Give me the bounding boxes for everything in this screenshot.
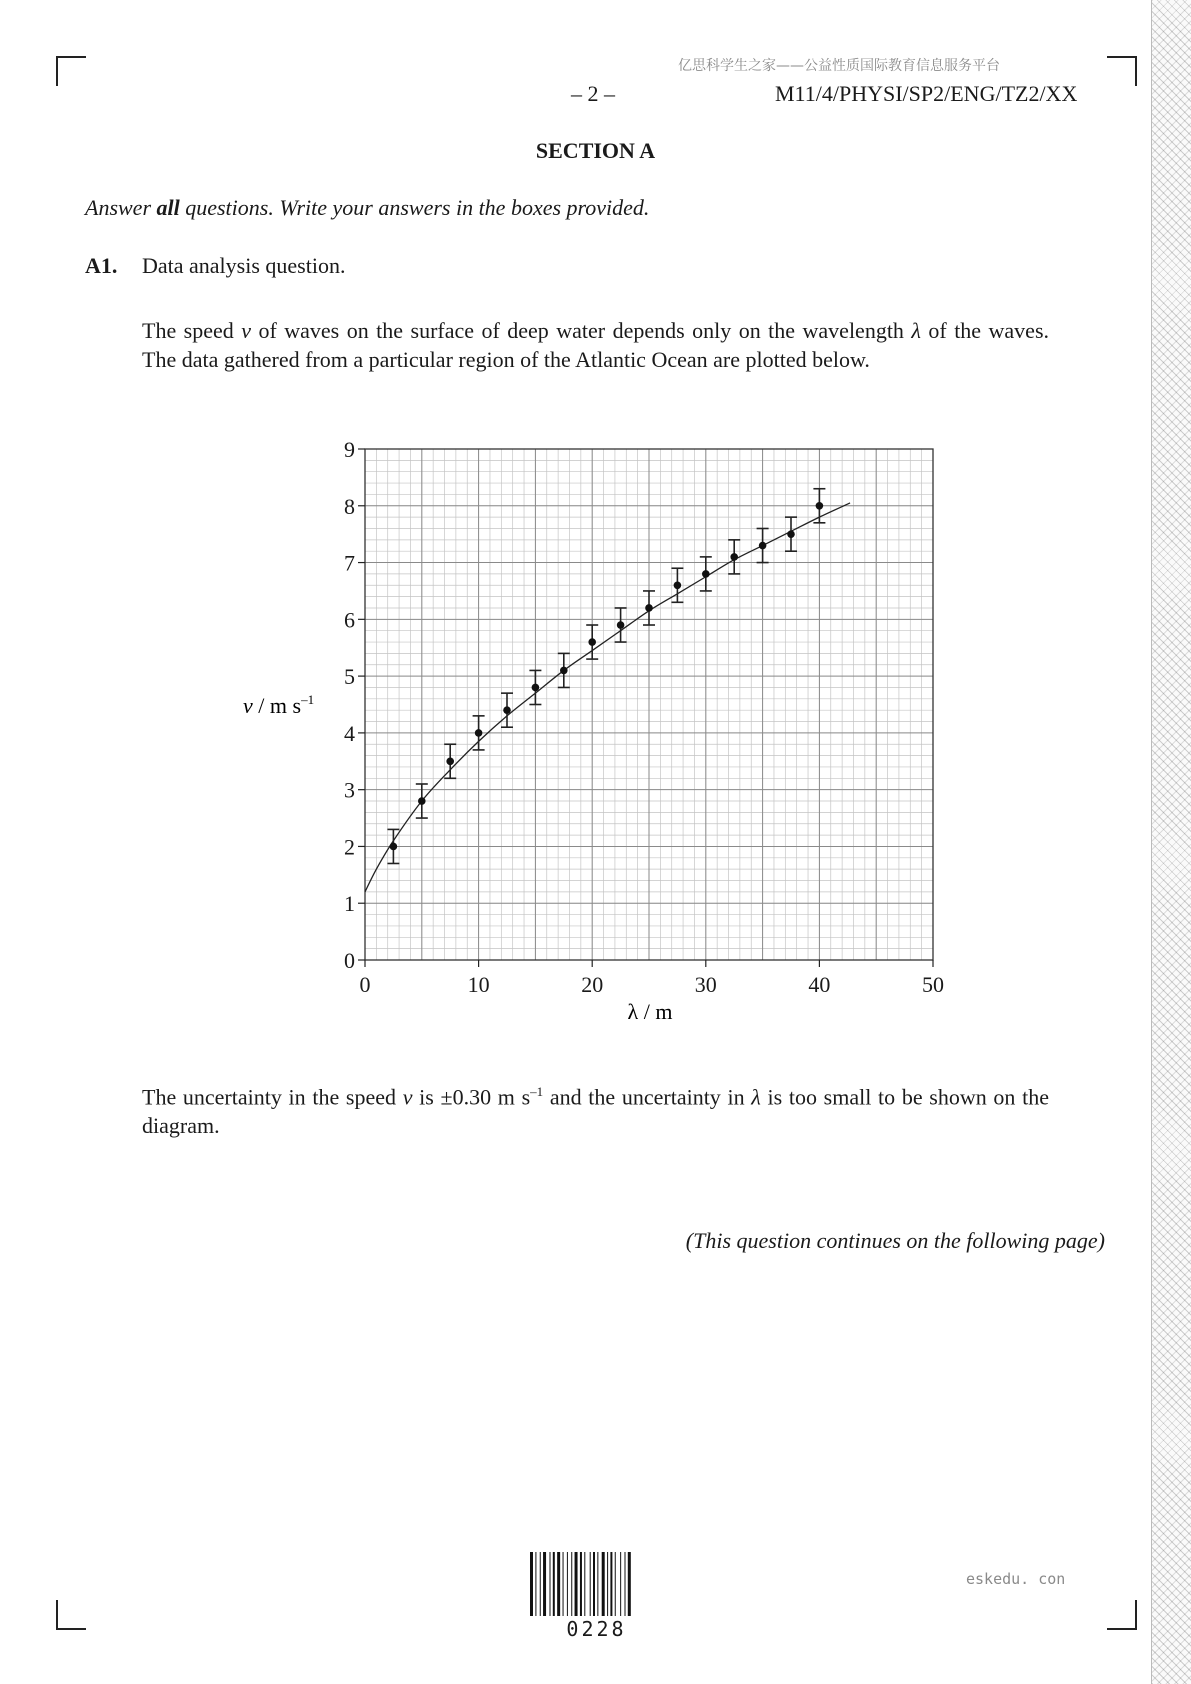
- question-title: Data analysis question.: [142, 253, 346, 278]
- data-point-group: [615, 608, 627, 642]
- uncertainty-text-d: is too small to be shown on the diagram.: [142, 1084, 1049, 1139]
- data-point: [418, 797, 426, 805]
- x-tick-label: 10: [467, 972, 490, 997]
- barcode-bar: [535, 1552, 536, 1616]
- y-tick-label: 4: [344, 720, 355, 746]
- uncertainty-text-c: and the uncertainty in: [543, 1084, 752, 1110]
- uncertainty-text-a: The uncertainty in the speed: [142, 1084, 403, 1110]
- intro-text-a: The speed: [142, 318, 242, 343]
- uncertainty-unit-sup: –1: [530, 1084, 544, 1099]
- tick-labels: [344, 437, 944, 997]
- y-tick-label: 6: [344, 607, 355, 633]
- x-tick-label: 0: [359, 972, 371, 997]
- barcode-bar: [584, 1552, 585, 1616]
- page-edge-strip: [1151, 0, 1191, 1684]
- question-intro-paragraph: [142, 316, 1049, 374]
- y-tick-label: 9: [344, 437, 355, 462]
- crop-mark-bottom-left: [56, 1600, 86, 1630]
- best-fit-curve-group: [365, 503, 850, 892]
- barcode-bar: [615, 1552, 616, 1616]
- y-axis-label-symbol: v: [243, 693, 253, 718]
- data-point: [588, 638, 596, 646]
- paper-code: M11/4/PHYSI/SP2/ENG/TZ2/XX: [775, 81, 1078, 106]
- barcode-number: 0228: [566, 1617, 627, 1641]
- symbol-lambda-2: λ: [751, 1084, 761, 1110]
- x-axis-label: λ / m: [627, 999, 673, 1024]
- data-point-group: [444, 744, 456, 778]
- barcode-bar: [620, 1552, 621, 1616]
- barcode-bar: [571, 1552, 572, 1616]
- intro-text-b: of waves on the surface of deep water depends only on the wavelength: [251, 318, 912, 343]
- barcode-bar: [593, 1552, 595, 1616]
- footer-watermark: eskedu. con: [966, 1570, 1066, 1588]
- crop-mark-top-left: [56, 56, 86, 86]
- barcode: [530, 1552, 663, 1618]
- barcode-bar: [590, 1552, 591, 1616]
- y-tick-label: 2: [344, 834, 355, 860]
- data-point: [816, 502, 824, 510]
- data-point: [390, 843, 398, 851]
- y-tick-label: 0: [344, 948, 355, 973]
- instructions-text-2: questions. Write your answers in the boxes provided.: [179, 195, 650, 220]
- crop-mark-bottom-right: [1107, 1600, 1137, 1630]
- y-axis-label-unit: / m s: [252, 693, 302, 718]
- data-point: [787, 530, 795, 538]
- y-tick-label: 8: [344, 493, 355, 519]
- x-tick-label: 20: [581, 972, 604, 997]
- data-point: [730, 553, 738, 561]
- barcode-bar: [567, 1552, 568, 1616]
- uncertainty-paragraph: [142, 1077, 1049, 1140]
- instructions: [85, 195, 649, 221]
- data-point: [645, 604, 653, 612]
- y-tick-label: 1: [344, 891, 355, 917]
- y-tick-label: 7: [344, 550, 355, 576]
- y-tick-label: 3: [344, 777, 355, 803]
- data-point: [617, 621, 625, 629]
- x-tick-label: 40: [808, 972, 831, 997]
- barcode-bar: [553, 1552, 555, 1616]
- barcode-bar: [540, 1552, 541, 1616]
- x-tick-label: 30: [694, 972, 717, 997]
- barcode-bar: [610, 1552, 612, 1616]
- data-point-group: [558, 653, 570, 687]
- section-title: SECTION A: [535, 138, 656, 163]
- page-number: – 2 –: [571, 81, 615, 106]
- intro-text-c: of the waves. The data gathered from a particular region of the Atlantic Ocean are plotted below.: [142, 318, 1050, 372]
- barcode-bar: [563, 1552, 564, 1616]
- symbol-v-2: v: [402, 1084, 413, 1110]
- barcode-bar: [628, 1552, 631, 1616]
- data-point: [503, 706, 511, 714]
- data-point-group: [757, 528, 769, 562]
- y-axis-label: [243, 692, 314, 718]
- data-point: [759, 542, 767, 550]
- data-point: [532, 684, 540, 692]
- barcode-bar: [530, 1552, 533, 1616]
- data-point: [560, 667, 568, 675]
- instructions-text-1: Answer: [85, 195, 157, 220]
- x-tick-label: 50: [922, 972, 944, 997]
- symbol-lambda: λ: [911, 318, 921, 343]
- barcode-bar: [625, 1552, 626, 1616]
- barcode-bar: [597, 1552, 598, 1616]
- question-number: A1.: [85, 253, 118, 278]
- data-point: [674, 581, 682, 589]
- barcode-bar: [602, 1552, 605, 1616]
- continue-note: (This question continues on the following page): [685, 1228, 1105, 1253]
- symbol-v: v: [241, 318, 251, 343]
- barcode-bar: [550, 1552, 551, 1616]
- speed-wavelength-graph: [225, 430, 960, 1035]
- data-point: [702, 570, 710, 578]
- header-watermark: 亿思科学生之家——公益性质国际教育信息服务平台: [678, 58, 1000, 74]
- data-point: [446, 757, 454, 765]
- barcode-bar: [543, 1552, 546, 1616]
- barcode-bar: [575, 1552, 578, 1616]
- data-point: [475, 729, 483, 737]
- uncertainty-text-b: is ±0.30 m s: [412, 1084, 531, 1110]
- major-grid: [365, 449, 933, 960]
- instructions-bold: all: [156, 195, 180, 220]
- y-axis-label-sup: –1: [301, 692, 315, 707]
- barcode-bar: [557, 1552, 560, 1616]
- barcode-bar: [580, 1552, 582, 1616]
- data-point-group: [785, 517, 797, 551]
- y-tick-label: 5: [344, 664, 355, 690]
- best-fit-curve: [365, 503, 850, 892]
- crop-mark-top-right: [1107, 56, 1137, 86]
- barcode-bar: [607, 1552, 608, 1616]
